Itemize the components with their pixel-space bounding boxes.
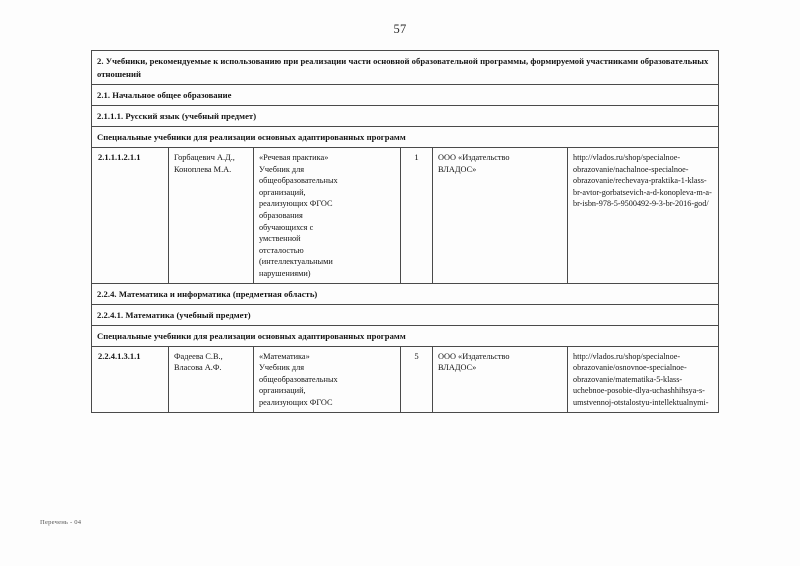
subject-heading-cell: 2.1.1.1. Русский язык (учебный предмет) <box>92 106 719 127</box>
publisher-line: ООО «Издательство <box>438 153 510 162</box>
table-row <box>92 346 719 412</box>
author-line: Фадеева С.В., <box>174 351 223 361</box>
description-line: (интеллектуальными <box>259 257 333 267</box>
url-line: obrazovanie/nachalnoe-specialnoe- <box>573 164 689 174</box>
description-line: реализующих ФГОС <box>259 199 333 209</box>
url-line: umstvennoj-otstalostyu-intellektualnymi- <box>573 397 709 407</box>
description-line: нарушениями) <box>259 268 311 278</box>
entry-authors-cell <box>169 346 254 412</box>
table-row-category-heading <box>92 325 719 346</box>
url-line: br-avtor-gorbatsevich-a-d-konopleva-m-a- <box>573 187 712 197</box>
url-line: obrazovanie/matematika-5-klass- <box>573 374 683 384</box>
publisher-line: ООО «Издательство <box>438 351 510 361</box>
entry-code-cell: 2.1.1.1.2.1.1 <box>92 148 169 284</box>
description-line: умственной <box>259 234 301 244</box>
description-line: реализующих ФГОС <box>259 397 333 407</box>
description-line: образования <box>259 210 303 220</box>
table-row-category-heading <box>92 127 719 148</box>
level-heading-cell: 2.2.4. Математика и информатика (предметная область) <box>92 283 719 304</box>
author-line: Коноплева М.А. <box>174 164 232 174</box>
description-line: общеобразовательных <box>259 176 338 186</box>
description-line: обучающихся с <box>259 222 314 232</box>
category-heading-cell: Специальные учебники для реализации основных адаптированных программ <box>92 325 719 346</box>
table-row-level-heading <box>92 283 719 304</box>
page-number: 57 <box>393 22 407 36</box>
subject-heading-cell: 2.2.4.1. Математика (учебный предмет) <box>92 304 719 325</box>
entry-publisher-cell <box>433 148 568 284</box>
description-line: организаций, <box>259 386 306 396</box>
table-row-level-heading <box>92 85 719 106</box>
level-heading-cell: 2.1. Начальное общее образование <box>92 85 719 106</box>
entry-grade-cell: 1 <box>401 148 433 284</box>
entry-grade-cell: 5 <box>401 346 433 412</box>
entry-authors-cell <box>169 148 254 284</box>
table-row-subject-heading <box>92 106 719 127</box>
description-line: отсталостью <box>259 245 304 255</box>
description-line: «Математика» <box>259 351 310 361</box>
entry-code-cell: 2.2.4.1.3.1.1 <box>92 346 169 412</box>
entry-publisher-cell <box>433 346 568 412</box>
section-title-cell: 2. Учебники, рекомендуемые к использованию при реализации части основной образовательной программы, формируемой участниками образовательных отношений <box>92 51 719 85</box>
description-line: «Речевая практика» <box>259 153 329 162</box>
description-line: Учебник для <box>259 363 305 373</box>
description-line: общеобразовательных <box>259 374 338 384</box>
author-line: Горбацевич А.Д., <box>174 153 235 162</box>
url-line: http://vlados.ru/shop/specialnoe- <box>573 351 681 361</box>
url-line: uchebnoe-posobie-dlya-uchashhihsya-s- <box>573 386 705 396</box>
author-line: Власова А.Ф. <box>174 363 222 373</box>
entry-description-cell <box>254 148 401 284</box>
entry-url-cell <box>568 346 719 412</box>
entry-url-cell <box>568 148 719 284</box>
table-row <box>92 148 719 284</box>
publisher-line: ВЛАДОС» <box>438 363 477 373</box>
category-heading-cell: Специальные учебники для реализации основных адаптированных программ <box>92 127 719 148</box>
url-line: obrazovanie/osnovnoe-specialnoe- <box>573 363 687 373</box>
table-row-section-title <box>92 51 719 85</box>
url-line: obrazovanie/rechevaya-praktika-1-klass- <box>573 176 707 186</box>
publisher-line: ВЛАДОС» <box>438 164 477 174</box>
document-footer: Перечень - 04 <box>40 519 82 526</box>
textbook-registry-table <box>91 50 719 413</box>
url-line: br-isbn-978-5-9500492-9-3-br-2016-god/ <box>573 199 709 209</box>
entry-description-cell <box>254 346 401 412</box>
description-line: Учебник для <box>259 164 305 174</box>
table-row-subject-heading <box>92 304 719 325</box>
url-line: http://vlados.ru/shop/specialnoe- <box>573 153 681 162</box>
description-line: организаций, <box>259 187 306 197</box>
